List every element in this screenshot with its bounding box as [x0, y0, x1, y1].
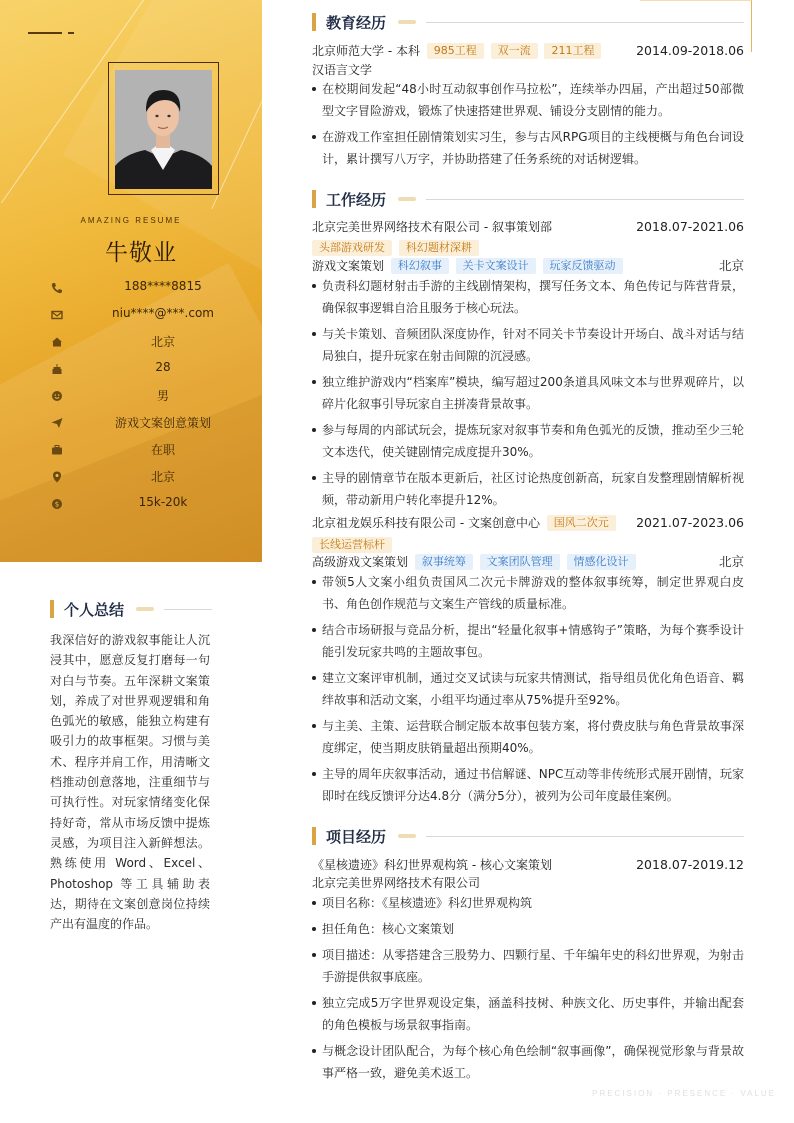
heading-pill — [398, 20, 416, 24]
company-tag: 国风二次元 — [547, 515, 616, 531]
major: 汉语言文学 — [312, 63, 373, 77]
money-icon — [50, 496, 64, 510]
company-tag: 科幻题材深耕 — [399, 240, 479, 256]
job-city: 北京 — [718, 554, 744, 569]
paper-plane-icon — [50, 415, 64, 429]
job-subtags — [312, 536, 744, 554]
education-major-row — [312, 61, 744, 79]
heading-rule — [426, 836, 744, 837]
education-header — [312, 42, 744, 60]
job-subtags — [312, 239, 744, 257]
job-city: 北京 — [718, 258, 744, 273]
skill-tag: 叙事统筹 — [415, 554, 473, 570]
info-home — [48, 331, 248, 351]
education-title: 教育经历 — [326, 13, 387, 32]
resume-tagline: AMAZING RESUME — [80, 216, 182, 225]
list-item: 项目描述：从零搭建含三股势力、四颗行星、千年编年史的科幻世界观，为射击手游提供叙事底座。 — [312, 944, 744, 988]
info-position — [48, 412, 248, 432]
location-pin-icon — [50, 469, 64, 483]
job-role-row — [312, 553, 744, 571]
info-email — [48, 304, 248, 324]
school-tag: 211工程 — [544, 43, 601, 59]
list-item: 与关卡策划、音频团队深度协作，针对不同关卡节奏设计开场白、战斗对话与结局独白，提升玩家在射击间隙的沉浸感。 — [312, 323, 744, 367]
info-value: niu****@***.com — [112, 306, 214, 320]
info-value: 28 — [155, 360, 171, 374]
job-role: 高级游戏文案策划 — [312, 555, 409, 569]
project-bullets — [312, 892, 744, 1088]
school-tag: 985工程 — [427, 43, 484, 59]
smiley-icon — [50, 388, 64, 402]
skill-tag: 关卡文案设计 — [456, 258, 536, 274]
company-tag: 头部游戏研发 — [312, 240, 392, 256]
candidate-name: 牛敬业 — [105, 240, 177, 266]
info-city — [48, 466, 248, 486]
list-item: 建立文案评审机制，通过交叉试读与玩家共情测试，指导组员优化角色语音、羁绊故事和活动文案，小组平均通过率从75%提升至92%。 — [312, 667, 744, 711]
job-role-row — [312, 257, 744, 275]
info-value: 游戏文案创意策划 — [114, 416, 211, 430]
list-item: 与主美、主策、运营联合制定版本故事包装方案，将付费皮肤与角色背景故事深度绑定，使当期皮肤销量超出预期40%。 — [312, 715, 744, 759]
company-tag: 长线运营标杆 — [312, 537, 392, 553]
summary-text: 我深信好的游戏叙事能让人沉浸其中，愿意反复打磨每一句对白与节奏。五年深耕文案策划，养成了对世界观逻辑和角色弧光的敏感，能独立构建有吸引力的故事框架。习惯与美术、程序并肩工作，用清晰文档推动创意落地，注重细节与可执行性。对玩家情绪变化保持好奇，常从市场反馈中提炼灵感，为项目注入新鲜想法。熟练使用 Word、Excel、Photoshop 等工具辅助表达，期待在文案创意岗位持续产出有温度的作品。 — [50, 633, 210, 932]
project-header — [312, 856, 744, 874]
list-item: 在游戏工作室担任剧情策划实习生，参与古风RPG项目的主线梗概与角色台词设计，累计撰写八万字，并协助搭建了任务系统的对话树逻辑。 — [312, 126, 744, 170]
work-title: 工作经历 — [326, 190, 387, 209]
list-item: 带领5人文案小组负责国风二次元卡牌游戏的整体叙事统筹，制定世界观白皮书、角色创作规范与文案生产管线的质量标准。 — [312, 571, 744, 615]
job-role: 游戏文案策划 — [312, 259, 385, 273]
list-item: 担任角色：核心文案策划 — [312, 918, 744, 940]
info-gender — [48, 385, 248, 405]
list-item: 与概念设计团队配合，为每个核心角色绘制“叙事画像”，确保视觉形象与背景故事严格一致，避免美术返工。 — [312, 1040, 744, 1084]
list-item: 结合市场研报与竞品分析，提出“轻量化叙事+情感钩子”策略，为每个赛季设计能引发玩家共鸣的主题故事包。 — [312, 619, 744, 663]
info-value: 188****8815 — [124, 279, 202, 293]
education-period: 2014.09-2018.06 — [636, 43, 744, 58]
education-bullets — [312, 78, 744, 174]
skill-tag: 情感化设计 — [567, 554, 636, 570]
phone-icon — [50, 280, 64, 294]
company-name: 北京完美世界网络技术有限公司 - 叙事策划部 — [312, 220, 552, 234]
list-item: 在校期间发起“48小时互动叙事创作马拉松”，连续举办四届，产出超过50部微型文字冒险游戏，锻炼了快速搭建世界观、铺设分支剧情的能力。 — [312, 78, 744, 122]
job-header — [312, 514, 744, 532]
heading-rule — [164, 609, 212, 610]
footer-slogan: PRECISION · PRESENCE · VALUE — [592, 1089, 776, 1098]
heading-pill — [398, 834, 416, 838]
heading-rule — [426, 22, 744, 23]
project-company-row — [312, 874, 744, 892]
project-period: 2018.07-2019.12 — [636, 857, 744, 872]
info-value: 北京 — [150, 470, 175, 484]
education-heading — [312, 13, 744, 31]
info-value: 男 — [156, 389, 169, 403]
heading-pill — [136, 607, 154, 611]
heading-accent-bar — [312, 190, 316, 208]
list-item: 独立完成5万字世界观设定集，涵盖科技树、种族文化、历史事件，并输出配套的角色模板与场景叙事指南。 — [312, 992, 744, 1036]
decor-dash — [68, 32, 74, 34]
avatar — [115, 70, 212, 189]
projects-title: 项目经历 — [326, 827, 387, 846]
decor-dash — [28, 32, 62, 34]
project-name: 《星核遗迹》科幻世界观构筑 - 核心文案策划 — [312, 858, 552, 872]
info-salary — [48, 493, 248, 513]
svg-text:$: $ — [54, 500, 60, 509]
briefcase-icon — [50, 442, 64, 456]
list-item: 独立维护游戏内“档案库”模块，编写超过200条道具风味文本与世界观碎片，以碎片化叙事引导玩家自主拼凑背景故事。 — [312, 371, 744, 415]
project-company: 北京完美世界网络技术有限公司 — [312, 876, 481, 890]
info-value: 北京 — [150, 335, 175, 349]
skill-tag: 科幻叙事 — [391, 258, 449, 274]
summary-heading — [50, 600, 212, 618]
home-icon — [50, 334, 64, 348]
list-item: 参与每周的内部试玩会，提炼玩家对叙事节奏和角色弧光的反馈，推动至少三轮文本迭代，使关键剧情完成度提升30%。 — [312, 419, 744, 463]
summary-title: 个人总结 — [64, 600, 125, 619]
skill-tag: 玩家反馈驱动 — [543, 258, 623, 274]
work-heading — [312, 190, 744, 208]
skill-tag: 文案团队管理 — [480, 554, 560, 570]
projects-heading — [312, 827, 744, 845]
mail-icon — [50, 307, 64, 321]
heading-accent-bar — [312, 13, 316, 31]
heading-accent-bar — [50, 600, 54, 618]
list-item: 主导的周年庆叙事活动，通过书信解谜、NPC互动等非传统形式展开剧情，玩家即时在线反馈评分达4.8分（满分5分），被列为公司年度最佳案例。 — [312, 763, 744, 807]
job-header — [312, 218, 744, 236]
heading-accent-bar — [312, 827, 316, 845]
list-item: 项目名称：《星核遗迹》科幻世界观构筑 — [312, 892, 744, 914]
school-tag: 双一流 — [491, 43, 538, 59]
info-status — [48, 439, 248, 459]
birthday-cake-icon — [50, 361, 64, 375]
list-item: 负责科幻题材射击手游的主线剧情架构，撰写任务文本、角色传记与阵营背景，确保叙事逻辑自洽且服务于核心玩法。 — [312, 275, 744, 319]
info-value: 15k-20k — [138, 495, 188, 509]
info-value: 在职 — [150, 443, 175, 457]
company-name: 北京祖龙娱乐科技有限公司 - 文案创意中心 — [312, 516, 540, 530]
job-bullets — [312, 275, 744, 515]
heading-rule — [426, 199, 744, 200]
job-period: 2021.07-2023.06 — [636, 515, 744, 530]
info-age — [48, 358, 248, 378]
heading-pill — [398, 197, 416, 201]
job-bullets — [312, 571, 744, 811]
list-item: 主导的剧情章节在版本更新后，社区讨论热度创新高，玩家自发整理剧情解析视频，带动新用户转化率提升12%。 — [312, 467, 744, 511]
job-period: 2018.07-2021.06 — [636, 219, 744, 234]
school-name: 北京师范大学 - 本科 — [312, 44, 420, 58]
info-phone — [48, 277, 248, 297]
